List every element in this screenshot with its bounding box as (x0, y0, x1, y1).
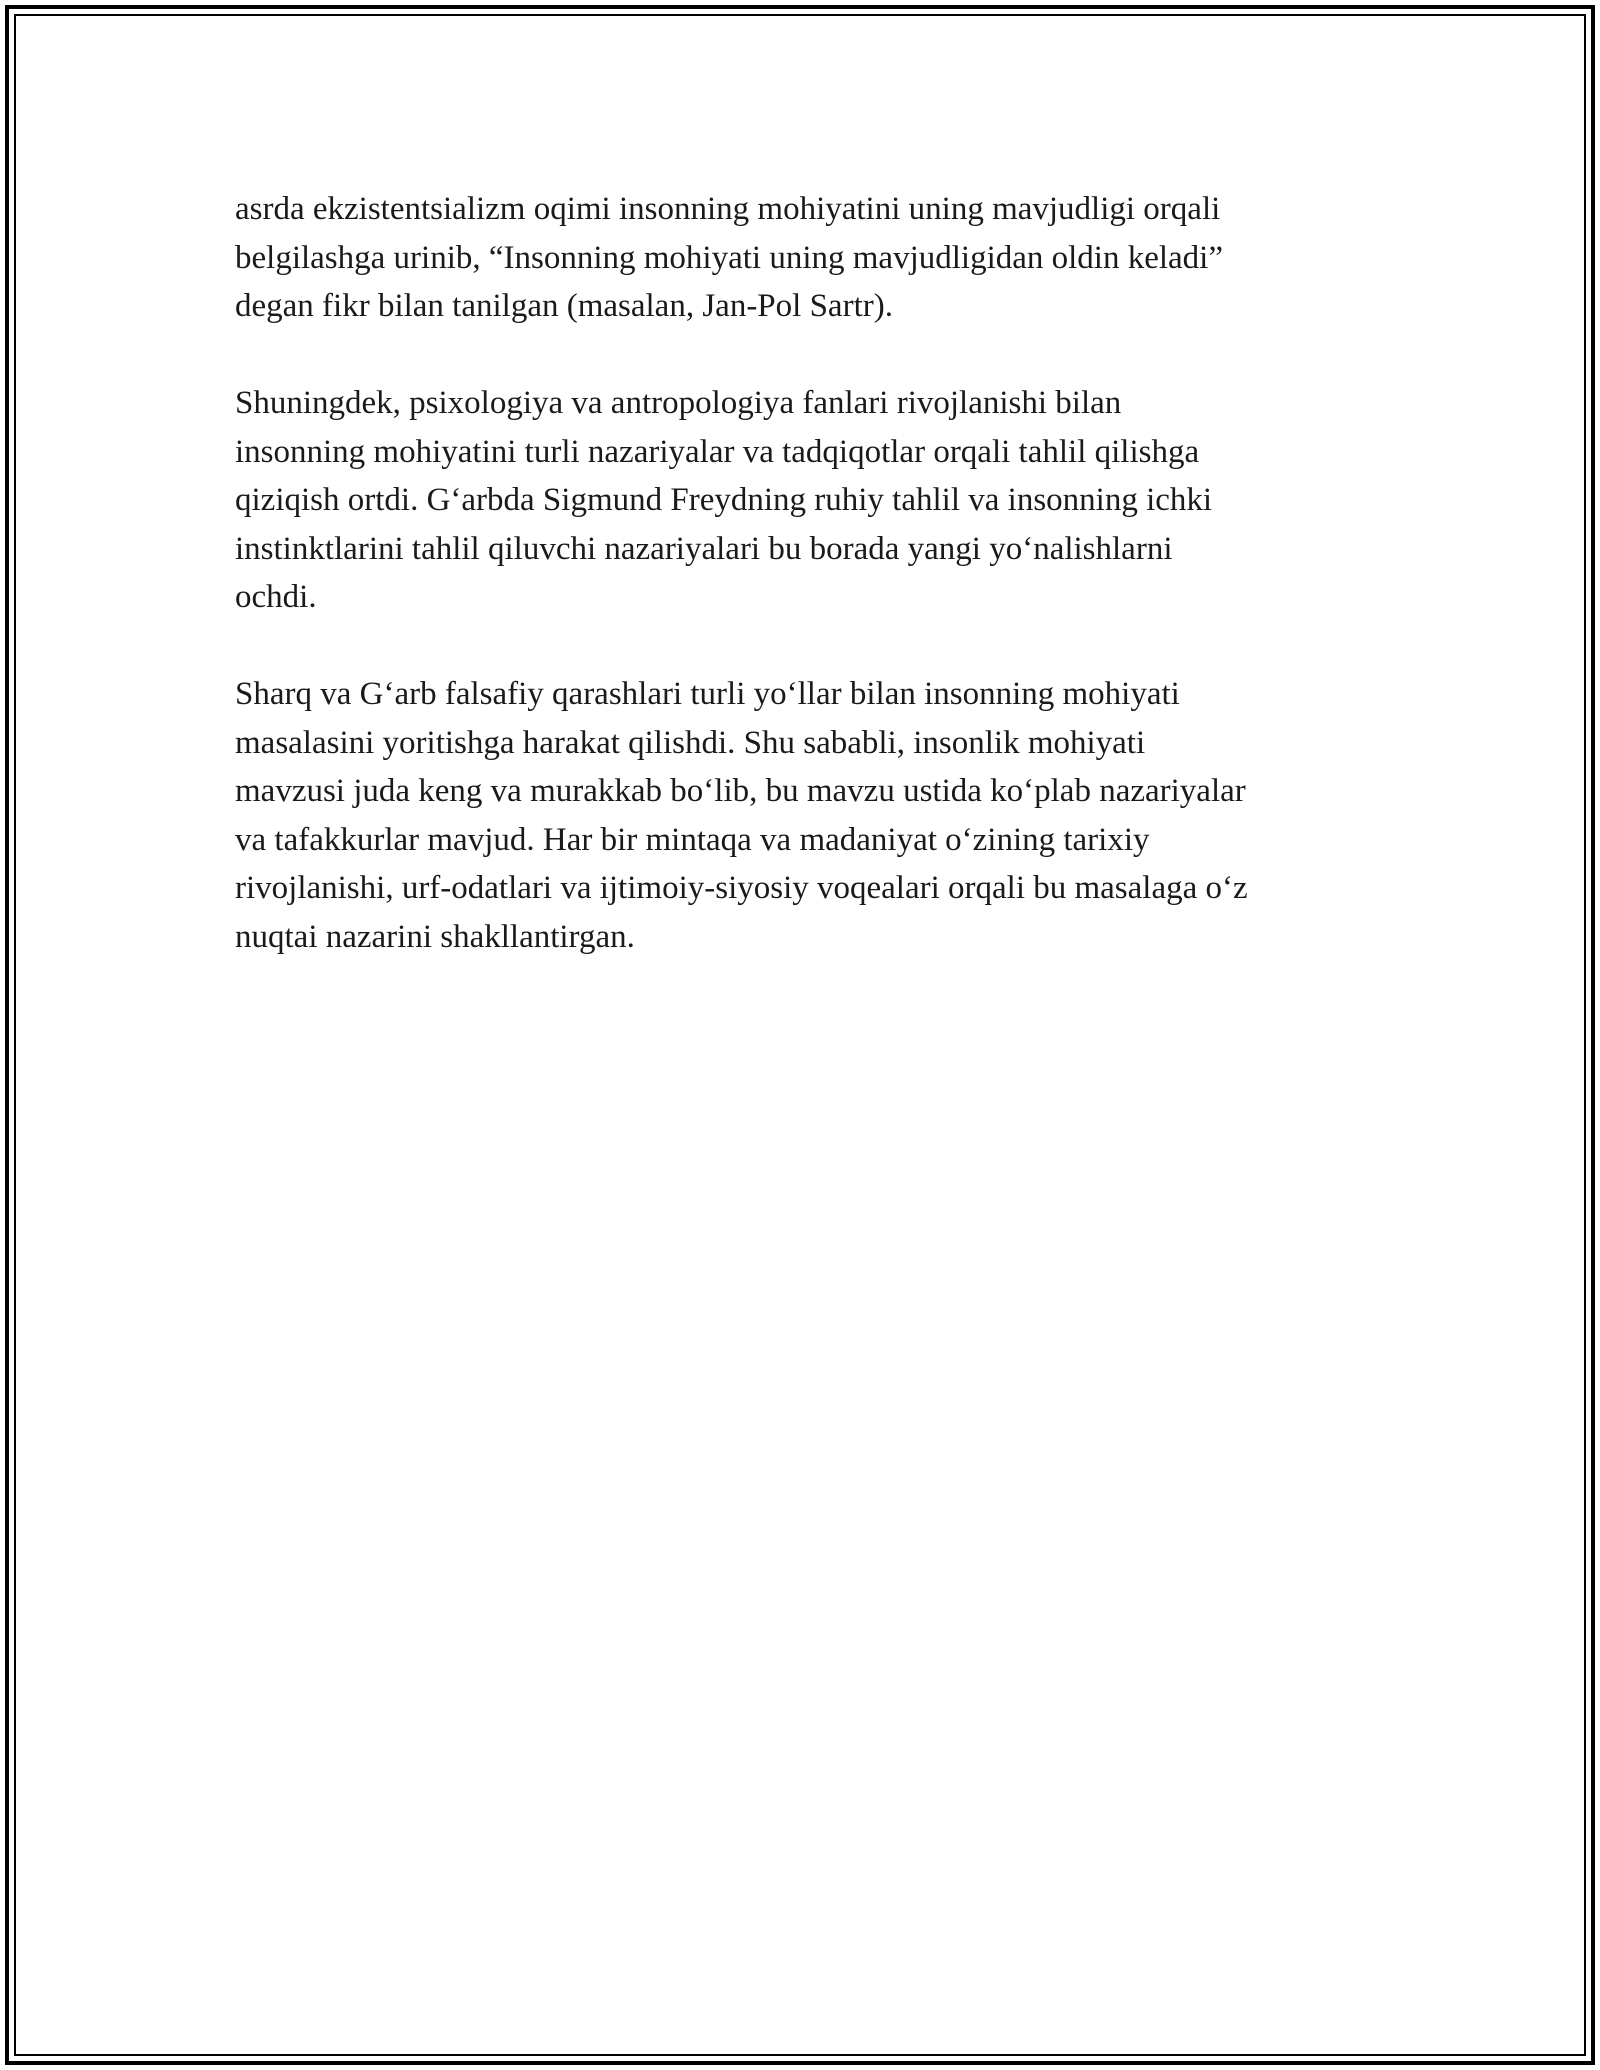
paragraph-1 (235, 185, 1385, 331)
text-line: qiziqish ortdi. G‘arbda Sigmund Freydning ruhiy tahlil va insonning ichki (235, 482, 1213, 518)
text-line: instinktlarini tahlil qiluvchi nazariyalari bu borada yangi yo‘nalishlarni (235, 530, 1173, 567)
text-line: va tafakkurlar mavjud. Har bir mintaqa va madaniyat o‘zining tarixiy (235, 821, 1150, 858)
text-line: Shuningdek, psixologiya va antropologiya fanlari rivojlanishi bilan (235, 385, 1122, 421)
text-line: masalasini yoritishga harakat qilishdi. Shu sababli, insonlik mohiyati (235, 724, 1146, 761)
text-line: insonning mohiyatini turli nazariyalar va tadqiqotlar orqali tahlil qilishga (235, 433, 1200, 470)
text-line: asrda ekzistentsializm oqimi insonning mohiyatini uning mavjudligi orqali (235, 191, 1221, 227)
text-line: Sharq va G‘arb falsafiy qarashlari turli yo‘llar bilan insonning mohiyati (235, 676, 1180, 712)
text-line: nuqtai nazarini shakllantirgan. (235, 918, 635, 955)
text-line: belgilashga urinib, “Insonning mohiyati uning mavjudligidan oldin keladi” (235, 239, 1224, 276)
paragraph-2 (235, 379, 1385, 622)
text-line: degan fikr bilan tanilgan (masalan, Jan-Pol Sartr). (235, 288, 893, 324)
text-line: rivojlanishi, urf-odatlari va ijtimoiy-siyosiy voqealari orqali bu masalaga o‘z (235, 870, 1248, 906)
text-line: ochdi. (235, 579, 317, 615)
document-body (235, 185, 1385, 1010)
paragraph-3 (235, 670, 1385, 961)
text-line: mavzusi juda keng va murakkab bo‘lib, bu mavzu ustida ko‘plab nazariyalar (235, 773, 1246, 809)
